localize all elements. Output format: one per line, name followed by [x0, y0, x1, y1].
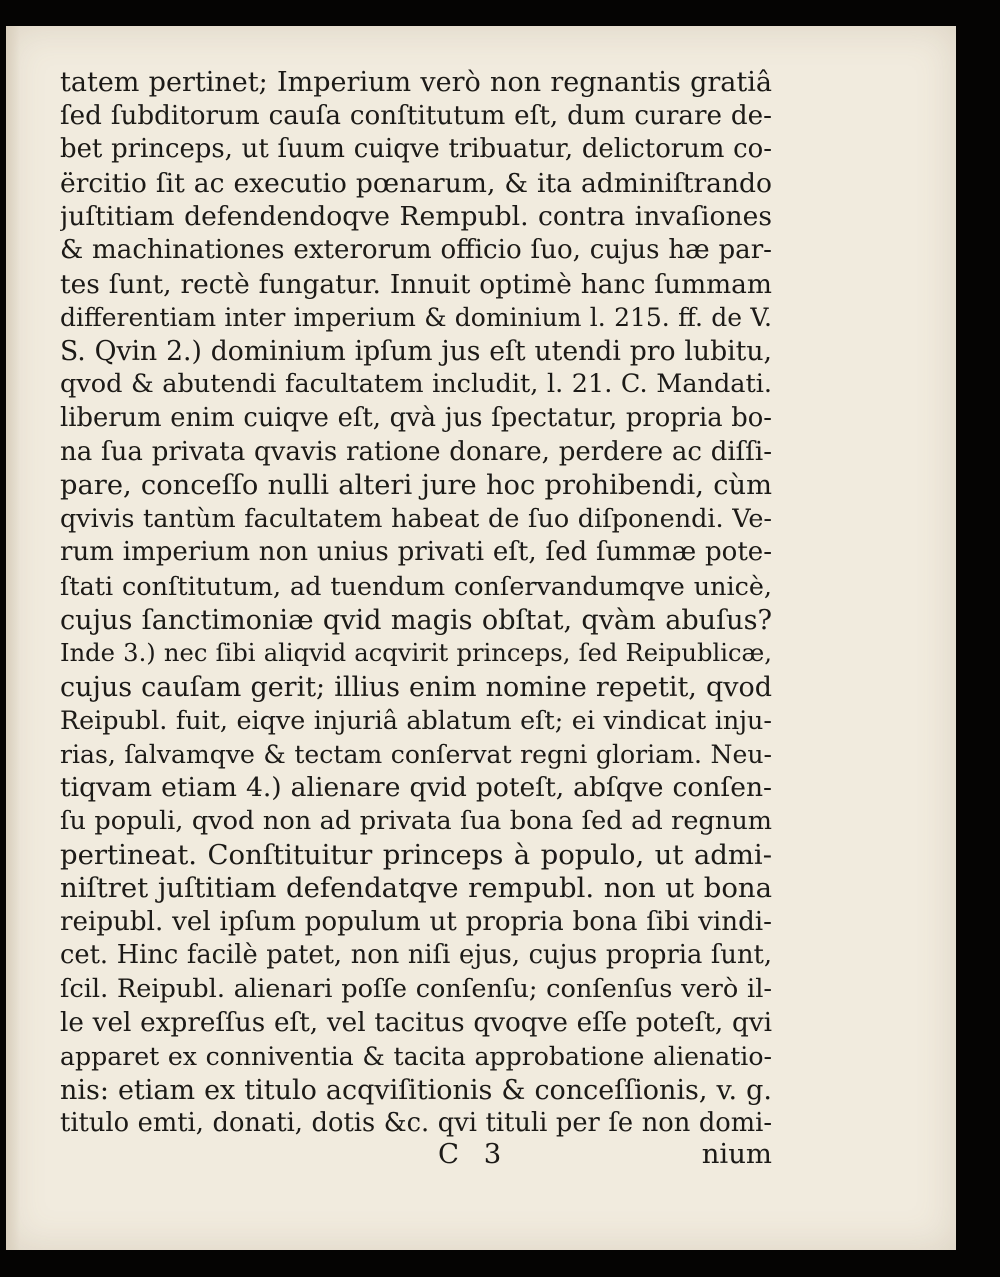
- text-line-30: apparet ex conniventia & tacita approbatione alienatio-: [60, 1042, 772, 1072]
- text-line-14: qvivis tantùm facultatem habeat de ſuo diſponendi. Ve-: [60, 503, 772, 534]
- text-line-7: tes ſunt, rectè fungatur. Innuit optimè hanc ſummam: [60, 268, 772, 300]
- text-line-2: ſed ſubditorum cauſa conſtitutum eſt, dum curare de-: [60, 100, 772, 131]
- text-line-20: Reipubl. fuit, eiqve injuriâ ablatum eſt; ei vindicat inju-: [60, 705, 772, 736]
- text-line-12: na ſua privata qvavis ratione donare, perdere ac diſſi-: [60, 436, 772, 467]
- text-line-6: & machinationes exterorum officio ſuo, cujus hæ par-: [60, 234, 772, 265]
- text-line-3: bet princeps, ut ſuum cuiqve tribuatur, delictorum co-: [60, 134, 772, 165]
- text-line-21: rias, ſalvamqve & tectam conſervat regni gloriam. Neu-: [60, 739, 772, 769]
- catchword: nium: [701, 1138, 772, 1170]
- text-line-23: ſu populi, qvod non ad privata ſua bona ſed ad regnum: [60, 806, 772, 837]
- signature-mark: C 3: [438, 1138, 510, 1170]
- text-line-29: le vel expreſſus eſt, vel tacitus qvoqve eſſe poteſt, qvi: [60, 1007, 772, 1038]
- body-text: [60, 66, 772, 1141]
- text-line-18: Inde 3.) nec ſibi aliqvid acqvirit princeps, ſed Reipublicæ,: [60, 639, 772, 668]
- text-line-31: nis: etiam ex titulo acqviſitionis & conceſſionis, v. g.: [60, 1074, 772, 1106]
- text-line-1: tatem pertinet; Imperium verò non regnantis gratiâ: [60, 67, 772, 98]
- book-page: [6, 26, 956, 1250]
- text-line-28: ſcil. Reipubl. alienari poſſe conſenſu; conſenſus verò il-: [60, 974, 772, 1005]
- text-line-19: cujus cauſam gerit; illius enim nomine repetit, qvod: [60, 671, 772, 703]
- text-line-26: reipubl. vel ipſum populum ut propria bona ſibi vindi-: [60, 906, 772, 937]
- text-line-9: S. Qvin 2.) dominium ipſum jus eſt utendi pro lubitu,: [60, 335, 772, 367]
- text-line-15: rum imperium non unius privati eſt, ſed ſummæ pote-: [60, 537, 772, 568]
- page-footer: [60, 1138, 772, 1172]
- text-line-25: niſtret juſtitiam defendatqve rempubl. non ut bona: [60, 872, 772, 905]
- text-line-24: pertineat. Conſtituitur princeps à populo, ut admi-: [60, 838, 772, 871]
- text-line-8: differentiam inter imperium & dominium l. 215. ff. de V.: [60, 303, 772, 333]
- text-line-32: titulo emti, donati, dotis &c. qvi tituli per ſe non domi-: [60, 1108, 772, 1139]
- text-line-16: ſtati conſtitutum, ad tuendum conſervandumqve unicè,: [60, 570, 772, 601]
- text-line-10: qvod & abutendi facultatem includit, l. 21. C. Mandati.: [60, 369, 772, 400]
- text-line-27: cet. Hinc facilè patet, non niſi ejus, cujus propria ſunt,: [60, 940, 772, 971]
- page-gutter-shadow: [6, 26, 20, 1250]
- text-line-17: cujus ſanctimoniæ qvid magis obſtat, qvàm abuſus?: [60, 604, 772, 636]
- text-line-13: pare, conceſſo nulli alteri jure hoc prohibendi, cùm: [60, 470, 772, 502]
- text-line-11: liberum enim cuiqve eſt, qvà jus ſpectatur, propria bo-: [60, 402, 772, 433]
- text-line-22: tiqvam etiam 4.) alienare qvid poteſt, abſqve conſen-: [60, 772, 772, 804]
- text-line-5: juſtitiam defendendoqve Rempubl. contra invaſiones: [60, 201, 772, 233]
- text-line-4: ërcitio ſit ac executio pœnarum, & ita adminiſtrando: [60, 167, 772, 199]
